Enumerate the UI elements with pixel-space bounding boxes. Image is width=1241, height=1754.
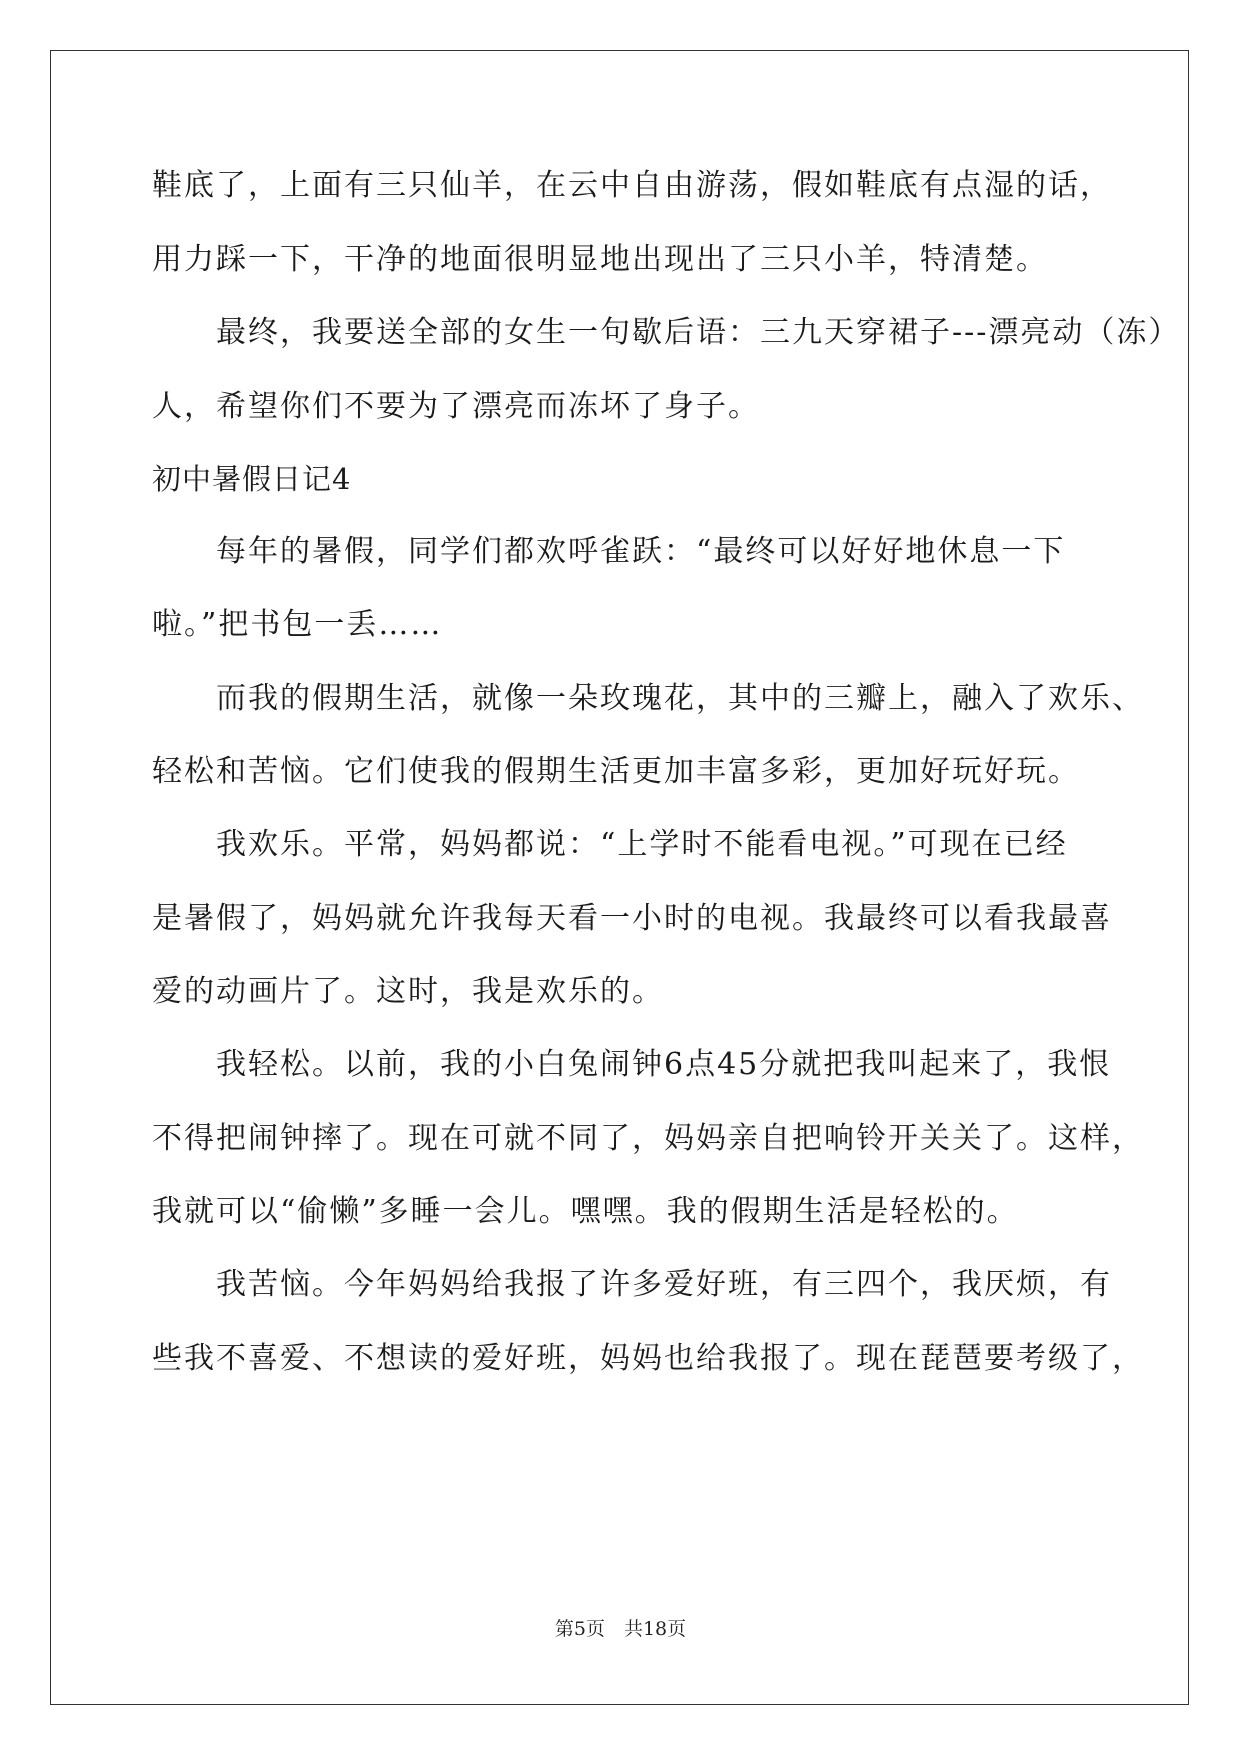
paragraph-start: 每年的暑假，同学们都欢呼雀跃：“最终可以好好地休息一下 (216, 534, 1066, 569)
page-border (50, 50, 1189, 1705)
text-line: 些我不喜爱、不想读的爱好班，妈妈也给我报了。现在琵琶要考级了， (152, 1341, 1144, 1376)
section-heading: 初中暑假日记4 (152, 462, 352, 496)
text-line: 是暑假了，妈妈就允许我每天看一小时的电视。我最终可以看我最喜 (152, 901, 1112, 936)
text-line: 不得把闹钟摔了。现在可就不同了，妈妈亲自把响铃开关关了。这样， (152, 1121, 1144, 1156)
paragraph-start: 我欢乐。平常，妈妈都说：“上学时不能看电视。”可现在已经 (216, 827, 1068, 862)
text-line: 爱的动画片了。这时，我是欢乐的。 (152, 974, 664, 1009)
paragraph-start: 最终，我要送全部的女生一句歇后语：三九天穿裙子---漂亮动（冻） (216, 315, 1181, 350)
text-line: 我就可以“偷懒”多睡一会儿。嘿嘿。我的假期生活是轻松的。 (152, 1194, 1019, 1229)
page-number: 第5页 共18页 (554, 1618, 687, 1640)
text-line: 用力踩一下，干净的地面很明显地出现出了三只小羊，特清楚。 (152, 242, 1048, 277)
paragraph-start: 我轻松。以前，我的小白兔闹钟6点45分就把我叫起来了，我恨 (216, 1047, 1112, 1082)
paragraph-start: 而我的假期生活，就像一朵玫瑰花，其中的三瓣上，融入了欢乐、 (216, 681, 1144, 716)
text-line: 啦。”把书包一丢…… (152, 607, 443, 642)
text-line: 鞋底了，上面有三只仙羊，在云中自由游荡，假如鞋底有点湿的话， (152, 168, 1112, 203)
text-line: 轻松和苦恼。它们使我的假期生活更加丰富多彩，更加好玩好玩。 (152, 754, 1080, 789)
paragraph-start: 我苦恼。今年妈妈给我报了许多爱好班，有三四个，我厌烦，有 (216, 1267, 1112, 1302)
text-line: 人，希望你们不要为了漂亮而冻坏了身子。 (152, 389, 760, 424)
